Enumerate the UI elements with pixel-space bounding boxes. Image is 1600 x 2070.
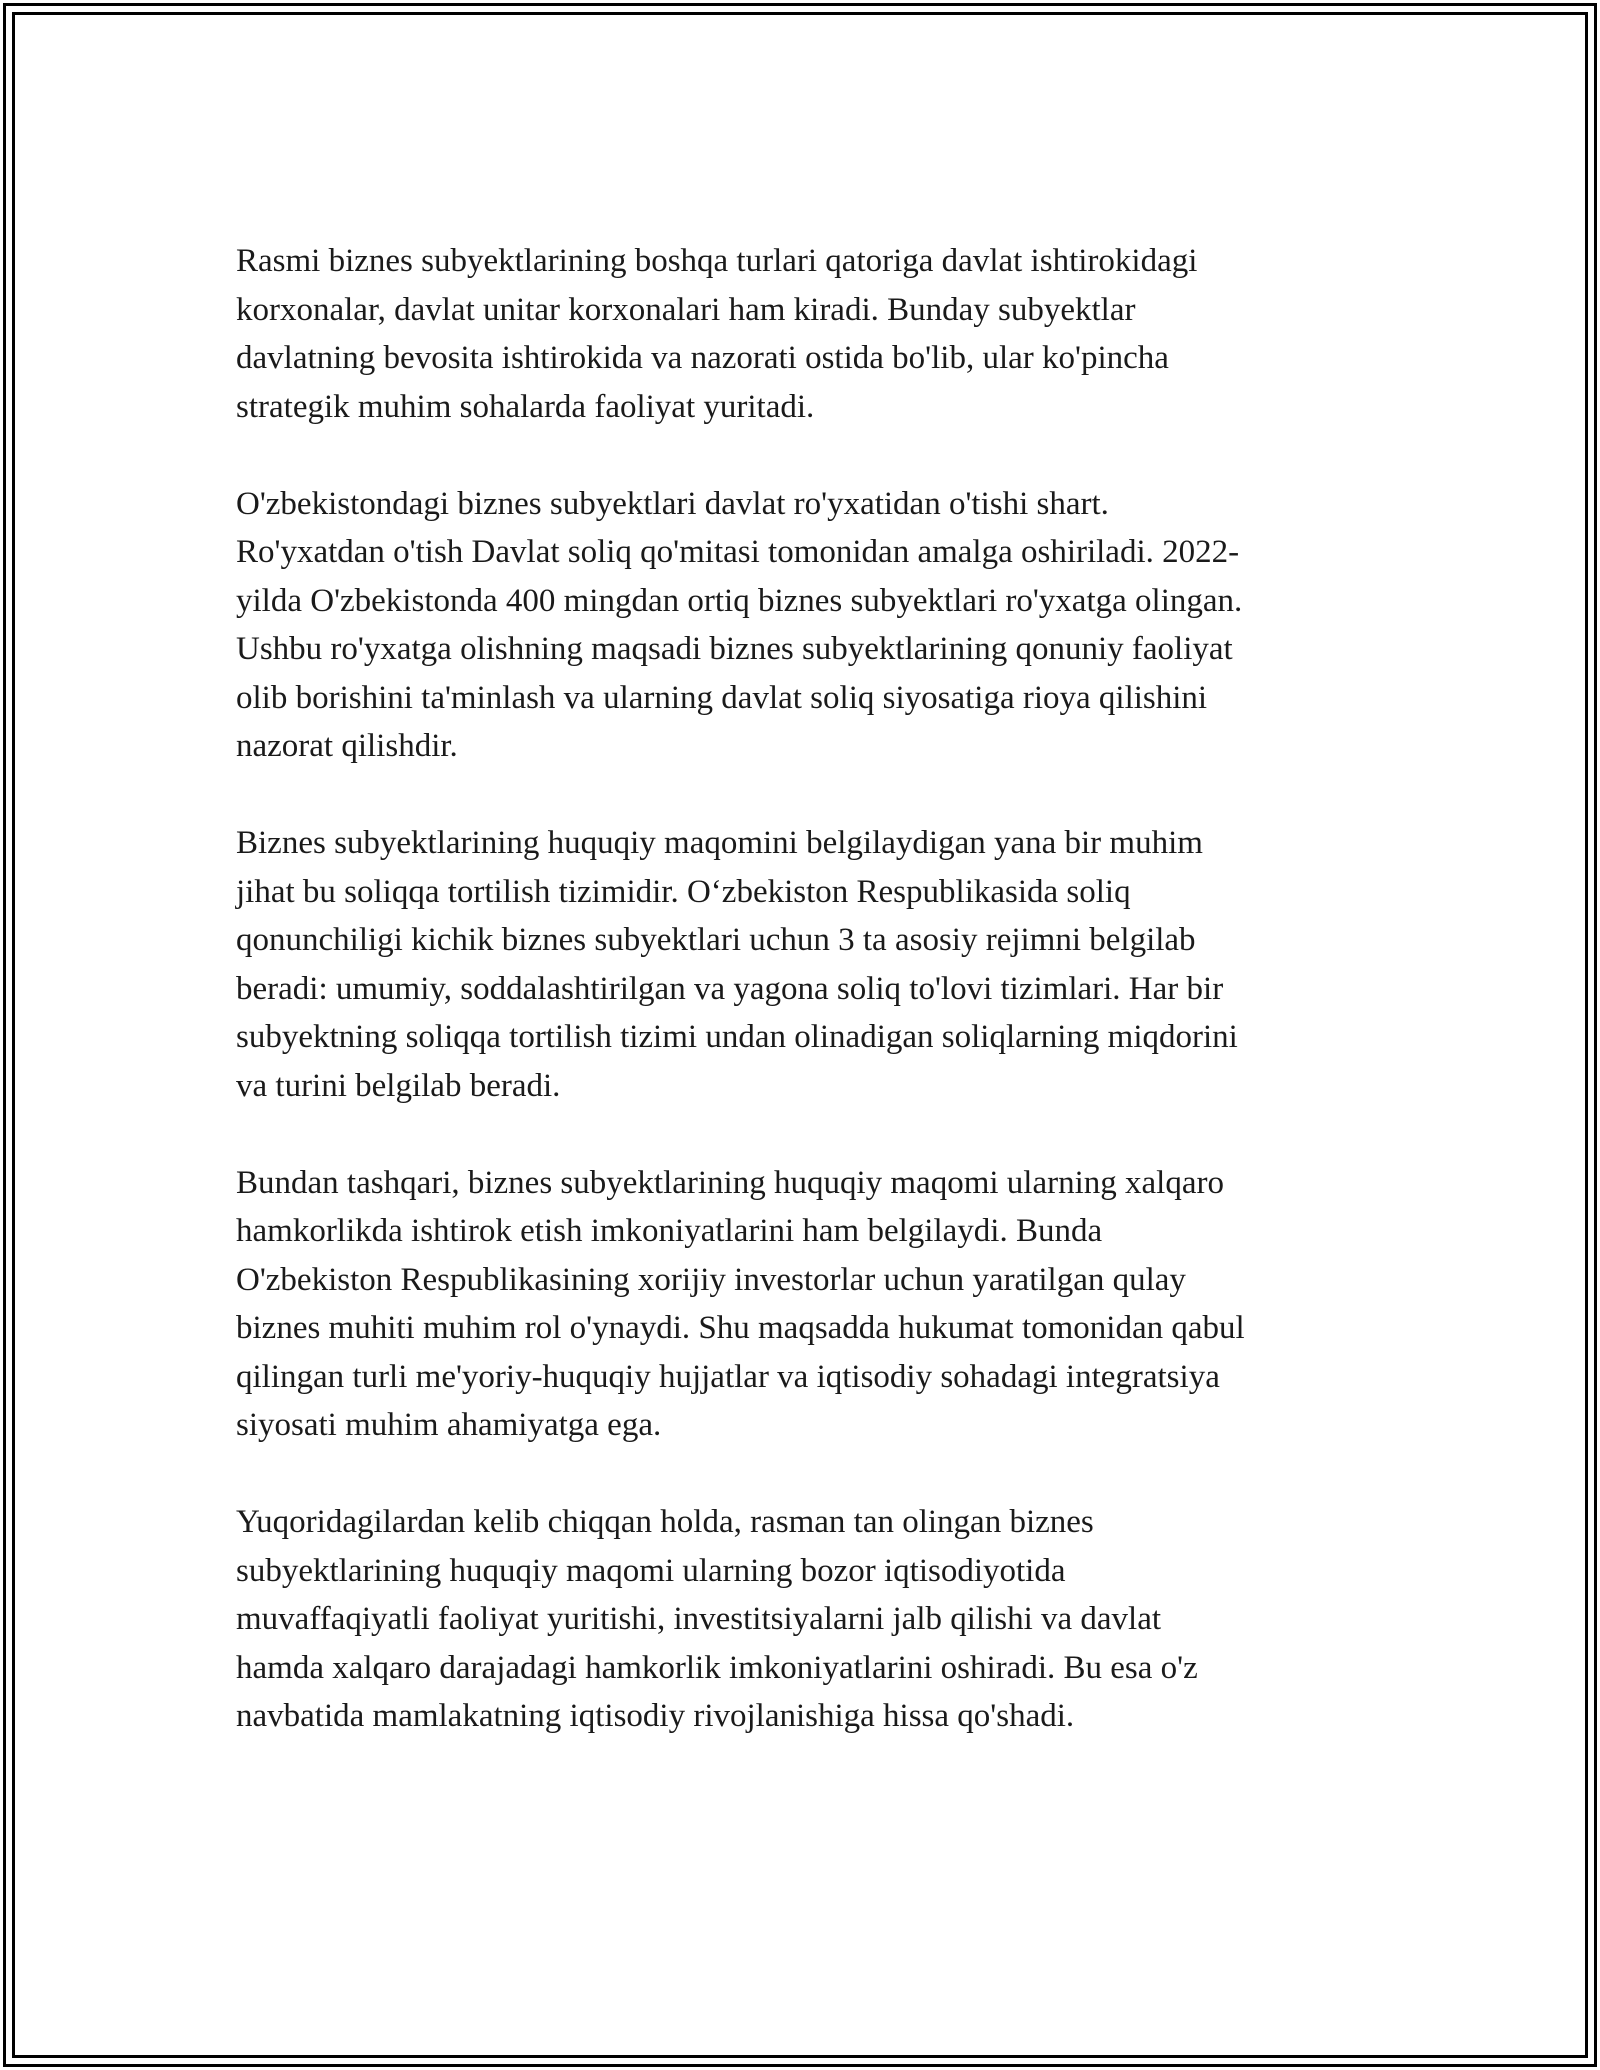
document-body xyxy=(236,237,1360,1789)
paragraph-conclusion: Yuqoridagilardan kelib chiqqan holda, rasman tan olingan biznes subyektlarining huquqiy maqomi ularning bozor iqtisodiyotida muvaffaqiyatli faoliyat yuritishi, investitsiyalarni jalb qilishi va davlat hamda xalqaro darajadagi hamkorlik imkoniyatlarini oshiradi. Bu esa o'z navbatida mamlakatning iqtisodiy rivojlanishiga hissa qo'shadi. xyxy=(236,1504,1198,1734)
paragraph-state-enterprises: Rasmi biznes subyektlarining boshqa turlari qatoriga davlat ishtirokidagi korxonalar, davlat unitar korxonalari ham kiradi. Bunday subyektlar davlatning bevosita ishtirokida va nazorati ostida bo'lib, ular ko'pincha strategik muhim sohalarda faoliyat yuritadi. xyxy=(236,243,1198,425)
paragraph-international-cooperation: Bundan tashqari, biznes subyektlarining huquqiy maqomi ularning xalqaro hamkorlikda ishtirok etish imkoniyatlarini ham belgilaydi. Bunda O'zbekiston Respublikasining xorijiy investorlar uchun yaratilgan qulay biznes muhiti muhim rol o'ynaydi. Shu maqsadda hukumat tomonidan qabul qilingan turli me'yoriy-huquqiy hujjatlar va iqtisodiy sohadagi integratsiya siyosati muhim ahamiyatga ega. xyxy=(236,1164,1245,1443)
paragraph-registration: O'zbekistondagi biznes subyektlari davlat ro'yxatidan o'tishi shart. Ro'yxatdan o'tish Davlat soliq qo'mitasi tomonidan amalga oshiriladi. 2022- yilda O'zbekistonda 400 mingdan ortiq biznes subyektlari ro'yxatga olingan. Ushbu ro'yxatga olishning maqsadi biznes subyektlarining qonuniy faoliyat olib borishini ta'minlash va ularning davlat soliq siyosatiga rioya qilishini nazorat qilishdir. xyxy=(236,485,1243,764)
paragraph-tax-regimes: Biznes subyektlarining huquqiy maqomini belgilaydigan yana bir muhim jihat bu soliqqa tortilish tizimidir. O‘zbekiston Respublikasida soliq qonunchiligi kichik biznes subyektlari uchun 3 ta asosiy rejimni belgilab beradi: umumiy, soddalashtirilgan va yagona soliq to'lovi tizimlari. Har bir subyektning soliqqa tortilish tizimi undan olinadigan soliqlarning miqdorini va turini belgilab beradi. xyxy=(236,825,1238,1104)
